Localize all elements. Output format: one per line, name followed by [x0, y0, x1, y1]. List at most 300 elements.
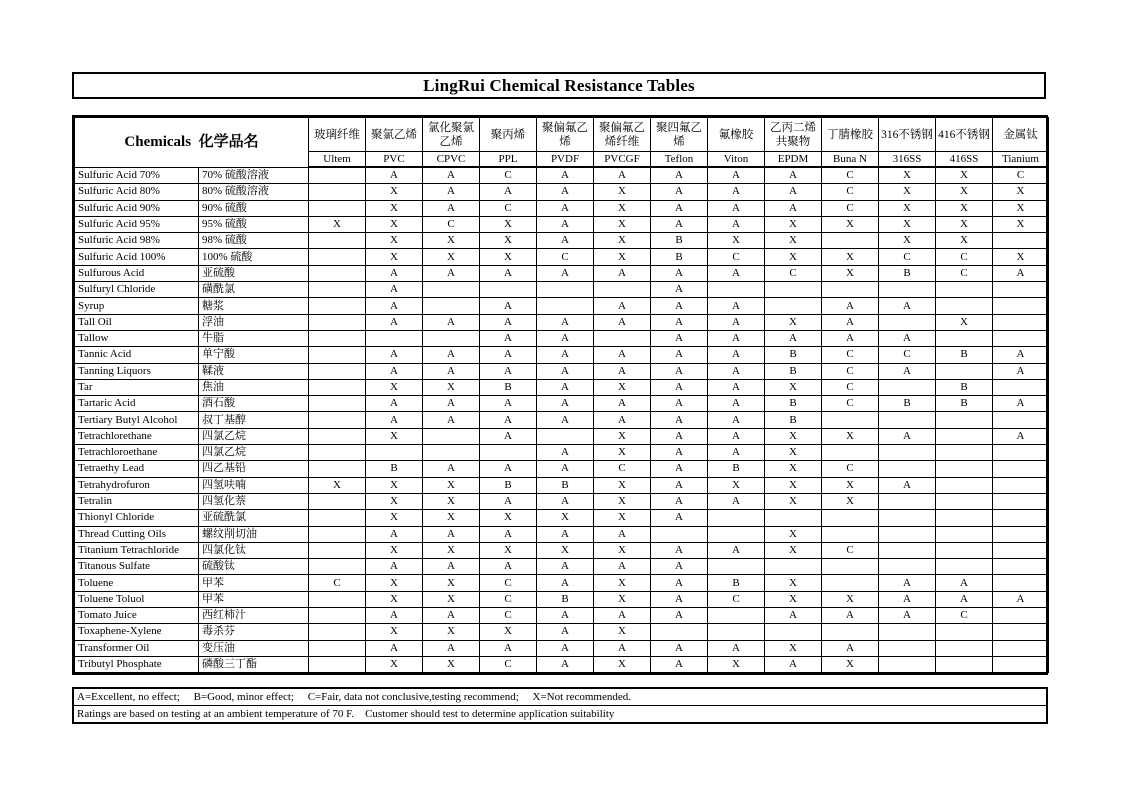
rating-cell: A: [594, 314, 651, 330]
rating-cell: X: [879, 167, 936, 184]
rating-cell: C: [993, 167, 1049, 184]
rating-cell: X: [594, 656, 651, 672]
material-header-zh: 金属钛: [993, 118, 1049, 152]
chemical-name-en: Tributyl Phosphate: [75, 656, 199, 672]
rating-cell: [936, 624, 993, 640]
material-header-en: EPDM: [765, 152, 822, 168]
rating-cell: [309, 184, 366, 200]
rating-cell: X: [594, 591, 651, 607]
rating-cell: [993, 233, 1049, 249]
material-header-en: PVCGF: [594, 152, 651, 168]
rating-cell: A: [651, 216, 708, 232]
table-row: [75, 559, 1049, 575]
rating-cell: X: [708, 233, 765, 249]
legend-box: [72, 687, 1048, 724]
rating-cell: X: [366, 216, 423, 232]
chemical-name-zh: 单宁酸: [199, 347, 309, 363]
rating-cell: X: [822, 656, 879, 672]
rating-cell: A: [537, 412, 594, 428]
rating-cell: [651, 624, 708, 640]
rating-cell: A: [366, 363, 423, 379]
rating-cell: A: [708, 542, 765, 558]
chemical-name-zh: 叔丁基醇: [199, 412, 309, 428]
chemical-name-zh: 亚硫酸: [199, 265, 309, 281]
rating-cell: X: [366, 624, 423, 640]
rating-cell: X: [765, 314, 822, 330]
rating-cell: [309, 510, 366, 526]
rating-cell: C: [423, 216, 480, 232]
rating-cell: X: [765, 461, 822, 477]
rating-cell: [936, 428, 993, 444]
table-row: [75, 591, 1049, 607]
rating-cell: X: [708, 477, 765, 493]
rating-cell: A: [594, 412, 651, 428]
chemical-name-zh: 四乙基铅: [199, 461, 309, 477]
rating-cell: X: [765, 477, 822, 493]
rating-cell: [309, 167, 366, 184]
rating-cell: A: [594, 363, 651, 379]
table-row: [75, 428, 1049, 444]
rating-cell: X: [423, 493, 480, 509]
rating-cell: A: [651, 575, 708, 591]
rating-cell: A: [651, 184, 708, 200]
rating-cell: A: [480, 559, 537, 575]
rating-cell: A: [765, 184, 822, 200]
rating-cell: X: [480, 216, 537, 232]
rating-cell: X: [879, 184, 936, 200]
rating-cell: A: [651, 200, 708, 216]
rating-cell: A: [651, 314, 708, 330]
rating-cell: A: [651, 396, 708, 412]
rating-cell: A: [936, 575, 993, 591]
rating-cell: [993, 640, 1049, 656]
material-header-en: Teflon: [651, 152, 708, 168]
rating-cell: [309, 412, 366, 428]
rating-cell: [537, 428, 594, 444]
rating-cell: A: [537, 314, 594, 330]
rating-cell: [879, 656, 936, 672]
rating-cell: X: [480, 510, 537, 526]
material-header-zh: 316不锈钢: [879, 118, 936, 152]
table-row: [75, 233, 1049, 249]
rating-cell: [993, 510, 1049, 526]
rating-cell: [366, 330, 423, 346]
rating-cell: [309, 526, 366, 542]
rating-cell: [594, 282, 651, 298]
rating-cell: A: [651, 428, 708, 444]
rating-cell: X: [423, 510, 480, 526]
rating-cell: A: [708, 265, 765, 281]
rating-cell: A: [708, 314, 765, 330]
rating-cell: A: [651, 608, 708, 624]
rating-cell: B: [936, 396, 993, 412]
rating-cell: X: [423, 379, 480, 395]
table-row: [75, 640, 1049, 656]
rating-cell: A: [594, 298, 651, 314]
rating-cell: C: [480, 200, 537, 216]
rating-cell: [309, 282, 366, 298]
rating-cell: A: [480, 330, 537, 346]
rating-cell: [765, 298, 822, 314]
rating-cell: A: [537, 167, 594, 184]
rating-cell: A: [594, 396, 651, 412]
rating-cell: [879, 640, 936, 656]
rating-cell: [993, 282, 1049, 298]
rating-cell: [309, 379, 366, 395]
chemical-name-en: Sulfuric Acid 100%: [75, 249, 199, 265]
rating-cell: A: [480, 265, 537, 281]
table-row: [75, 282, 1049, 298]
rating-cell: X: [366, 379, 423, 395]
rating-cell: A: [366, 282, 423, 298]
legend-note: Ratings are based on testing at an ambient temperature of 70 F. Customer should test to determine application suitability: [74, 705, 1046, 722]
rating-cell: [822, 282, 879, 298]
rating-cell: B: [537, 477, 594, 493]
rating-cell: [936, 493, 993, 509]
table-row: [75, 542, 1049, 558]
rating-cell: A: [708, 184, 765, 200]
rating-cell: A: [480, 184, 537, 200]
material-header-zh: 聚丙烯: [480, 118, 537, 152]
rating-cell: X: [594, 216, 651, 232]
rating-cell: [309, 249, 366, 265]
rating-cell: [879, 510, 936, 526]
rating-cell: C: [822, 396, 879, 412]
rating-cell: A: [537, 608, 594, 624]
rating-cell: A: [708, 428, 765, 444]
rating-cell: X: [594, 477, 651, 493]
rating-cell: A: [537, 559, 594, 575]
rating-cell: C: [480, 608, 537, 624]
rating-cell: [594, 330, 651, 346]
rating-cell: X: [594, 510, 651, 526]
rating-cell: A: [366, 640, 423, 656]
table-row: [75, 445, 1049, 461]
rating-cell: A: [423, 167, 480, 184]
rating-cell: A: [366, 559, 423, 575]
rating-cell: B: [765, 412, 822, 428]
rating-cell: X: [936, 216, 993, 232]
chemical-name-en: Tartaric Acid: [75, 396, 199, 412]
rating-cell: [936, 656, 993, 672]
rating-cell: X: [366, 656, 423, 672]
rating-cell: A: [594, 608, 651, 624]
rating-cell: A: [423, 200, 480, 216]
rating-cell: [936, 363, 993, 379]
rating-cell: [537, 298, 594, 314]
chemical-name-en: Tetrahydrofuron: [75, 477, 199, 493]
chemical-name-en: Sulfuric Acid 70%: [75, 167, 199, 184]
rating-cell: [309, 363, 366, 379]
rating-cell: [822, 624, 879, 640]
rating-cell: A: [993, 396, 1049, 412]
rating-cell: X: [480, 233, 537, 249]
rating-cell: B: [879, 396, 936, 412]
rating-cell: X: [822, 477, 879, 493]
rating-cell: C: [708, 249, 765, 265]
rating-cell: [936, 559, 993, 575]
rating-cell: A: [423, 184, 480, 200]
rating-cell: X: [309, 216, 366, 232]
rating-cell: B: [936, 379, 993, 395]
material-header-en: Buna N: [822, 152, 879, 168]
rating-cell: [993, 477, 1049, 493]
chemical-name-zh: 亚硫酰氯: [199, 510, 309, 526]
rating-cell: X: [423, 233, 480, 249]
rating-cell: A: [879, 575, 936, 591]
chemical-name-zh: 牛脂: [199, 330, 309, 346]
rating-cell: A: [537, 379, 594, 395]
chemical-name-en: Sulfuric Acid 98%: [75, 233, 199, 249]
chemical-name-en: Sulfuryl Chloride: [75, 282, 199, 298]
rating-cell: [708, 282, 765, 298]
chemical-name-zh: 磷酸三丁酯: [199, 656, 309, 672]
rating-cell: X: [423, 542, 480, 558]
rating-cell: X: [594, 200, 651, 216]
rating-cell: [936, 510, 993, 526]
rating-cell: [879, 412, 936, 428]
rating-cell: X: [309, 477, 366, 493]
rating-cell: X: [366, 591, 423, 607]
rating-cell: [993, 314, 1049, 330]
rating-cell: [936, 461, 993, 477]
material-header-en: PVDF: [537, 152, 594, 168]
chemical-name-en: Titanium Tetrachloride: [75, 542, 199, 558]
chemical-name-zh: 磺酰氯: [199, 282, 309, 298]
rating-cell: X: [594, 249, 651, 265]
rating-cell: A: [366, 298, 423, 314]
rating-cell: [993, 575, 1049, 591]
rating-cell: A: [708, 298, 765, 314]
chemical-name-zh: 80% 硫酸溶液: [199, 184, 309, 200]
chemical-name-en: Transformer Oil: [75, 640, 199, 656]
rating-cell: C: [822, 167, 879, 184]
rating-cell: A: [366, 314, 423, 330]
table-row: [75, 363, 1049, 379]
rating-cell: [309, 640, 366, 656]
rating-cell: [765, 282, 822, 298]
rating-cell: [822, 510, 879, 526]
chemical-name-en: Tanning Liquors: [75, 363, 199, 379]
rating-cell: A: [480, 428, 537, 444]
rating-cell: A: [537, 656, 594, 672]
rating-cell: C: [822, 184, 879, 200]
rating-cell: C: [594, 461, 651, 477]
rating-cell: A: [651, 591, 708, 607]
rating-cell: C: [480, 167, 537, 184]
rating-cell: X: [594, 379, 651, 395]
rating-cell: [708, 510, 765, 526]
rating-cell: B: [651, 249, 708, 265]
rating-cell: X: [822, 216, 879, 232]
rating-cell: X: [594, 233, 651, 249]
rating-cell: A: [651, 493, 708, 509]
rating-cell: X: [936, 314, 993, 330]
rating-cell: A: [366, 347, 423, 363]
rating-cell: X: [879, 233, 936, 249]
rating-cell: A: [708, 167, 765, 184]
chemical-name-en: Sulfurous Acid: [75, 265, 199, 281]
rating-cell: [879, 542, 936, 558]
chemicals-column-header: [75, 118, 309, 168]
rating-cell: A: [594, 526, 651, 542]
table-row: [75, 624, 1049, 640]
rating-cell: A: [651, 298, 708, 314]
chemical-name-en: Toluene: [75, 575, 199, 591]
table-row: [75, 656, 1049, 672]
rating-cell: [708, 559, 765, 575]
rating-cell: A: [423, 265, 480, 281]
rating-cell: X: [936, 233, 993, 249]
rating-cell: X: [765, 233, 822, 249]
chemical-name-zh: 西红柿汁: [199, 608, 309, 624]
rating-cell: [822, 445, 879, 461]
rating-cell: X: [993, 184, 1049, 200]
chemical-name-zh: 四氯乙烷: [199, 428, 309, 444]
rating-cell: C: [822, 379, 879, 395]
rating-cell: X: [366, 542, 423, 558]
rating-cell: X: [993, 200, 1049, 216]
rating-cell: A: [480, 461, 537, 477]
rating-cell: A: [708, 396, 765, 412]
rating-cell: [936, 445, 993, 461]
rating-cell: [309, 624, 366, 640]
chemical-name-en: Syrup: [75, 298, 199, 314]
chemical-name-zh: 四氢呋喃: [199, 477, 309, 493]
rating-cell: A: [879, 330, 936, 346]
rating-cell: C: [765, 265, 822, 281]
table-row: [75, 200, 1049, 216]
rating-cell: [993, 412, 1049, 428]
rating-cell: A: [537, 445, 594, 461]
rating-cell: [309, 461, 366, 477]
rating-cell: C: [822, 347, 879, 363]
legend-rating-key: A=Excellent, no effect; B=Good, minor effect; C=Fair, data not conclusive,testing recommend; X=Not recommended.: [77, 691, 631, 703]
rating-cell: A: [594, 167, 651, 184]
rating-cell: A: [423, 347, 480, 363]
rating-cell: A: [651, 282, 708, 298]
rating-cell: X: [423, 656, 480, 672]
rating-cell: A: [537, 233, 594, 249]
chemical-name-zh: 糖浆: [199, 298, 309, 314]
rating-cell: [309, 591, 366, 607]
rating-cell: [936, 542, 993, 558]
rating-cell: [936, 298, 993, 314]
chemical-name-zh: 100% 硫酸: [199, 249, 309, 265]
rating-cell: X: [594, 624, 651, 640]
rating-cell: A: [651, 510, 708, 526]
table-row: [75, 184, 1049, 200]
rating-cell: [993, 461, 1049, 477]
rating-cell: X: [879, 200, 936, 216]
rating-cell: X: [765, 526, 822, 542]
rating-cell: A: [594, 347, 651, 363]
rating-cell: A: [651, 640, 708, 656]
rating-cell: [936, 330, 993, 346]
rating-cell: [309, 445, 366, 461]
chemicals-header-en: Chemicals: [124, 134, 192, 151]
rating-cell: [936, 640, 993, 656]
rating-cell: B: [765, 363, 822, 379]
chemical-name-en: Thread Cutting Oils: [75, 526, 199, 542]
rating-cell: [765, 624, 822, 640]
chemical-resistance-table: [74, 117, 1049, 673]
rating-cell: [309, 298, 366, 314]
table-row: [75, 298, 1049, 314]
chemical-name-en: Tetrachlorethane: [75, 428, 199, 444]
chemical-name-zh: 毒杀芬: [199, 624, 309, 640]
rating-cell: [993, 542, 1049, 558]
rating-cell: A: [423, 640, 480, 656]
chemical-name-en: Titanous Sulfate: [75, 559, 199, 575]
rating-cell: X: [879, 216, 936, 232]
rating-cell: A: [366, 396, 423, 412]
rating-cell: A: [423, 559, 480, 575]
rating-cell: X: [708, 656, 765, 672]
rating-cell: [309, 347, 366, 363]
rating-cell: A: [708, 445, 765, 461]
material-header-en: PVC: [366, 152, 423, 168]
rating-cell: A: [423, 608, 480, 624]
rating-cell: [309, 233, 366, 249]
rating-cell: A: [879, 363, 936, 379]
rating-cell: A: [651, 330, 708, 346]
rating-cell: A: [651, 412, 708, 428]
rating-cell: A: [708, 363, 765, 379]
rating-cell: [936, 477, 993, 493]
table-row: [75, 249, 1049, 265]
rating-cell: A: [708, 216, 765, 232]
table-row: [75, 396, 1049, 412]
rating-cell: [423, 428, 480, 444]
rating-cell: [309, 396, 366, 412]
rating-cell: C: [822, 363, 879, 379]
rating-cell: X: [765, 216, 822, 232]
rating-cell: X: [480, 542, 537, 558]
rating-cell: C: [708, 591, 765, 607]
rating-cell: A: [993, 265, 1049, 281]
rating-cell: A: [708, 412, 765, 428]
table-row: [75, 526, 1049, 542]
rating-cell: A: [423, 363, 480, 379]
rating-cell: C: [822, 461, 879, 477]
table-row: [75, 379, 1049, 395]
page-title: LingRui Chemical Resistance Tables: [72, 72, 1046, 99]
rating-cell: A: [651, 265, 708, 281]
rating-cell: A: [708, 347, 765, 363]
rating-cell: X: [993, 249, 1049, 265]
table-row: [75, 347, 1049, 363]
rating-cell: [423, 330, 480, 346]
chemical-name-en: Tallow: [75, 330, 199, 346]
rating-cell: A: [537, 200, 594, 216]
material-header-en: Tianium: [993, 152, 1049, 168]
rating-cell: A: [480, 396, 537, 412]
chemical-name-zh: 浮油: [199, 314, 309, 330]
table-row: [75, 330, 1049, 346]
rating-cell: X: [480, 249, 537, 265]
rating-cell: A: [765, 330, 822, 346]
material-header-en: Ultem: [309, 152, 366, 168]
chemical-name-en: Sulfuric Acid 90%: [75, 200, 199, 216]
rating-cell: [366, 445, 423, 461]
chemical-name-zh: 螺纹削切油: [199, 526, 309, 542]
rating-cell: A: [651, 167, 708, 184]
rating-cell: X: [537, 510, 594, 526]
rating-cell: [993, 656, 1049, 672]
rating-cell: [708, 526, 765, 542]
rating-cell: A: [936, 591, 993, 607]
